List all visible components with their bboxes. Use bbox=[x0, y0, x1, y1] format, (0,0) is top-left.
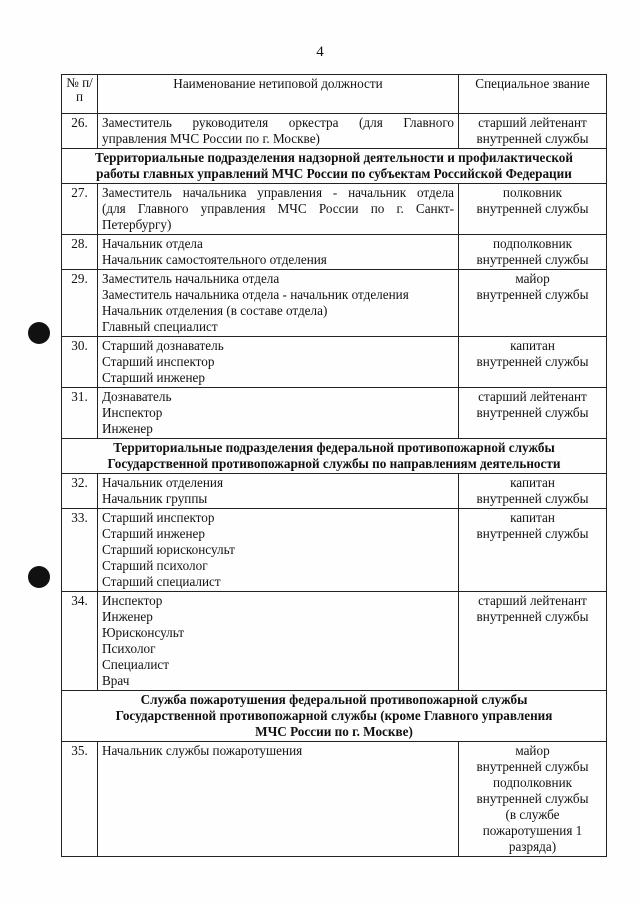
rank-cell: майор внутренней службы подполковник внутренней службы (в службе пожаротушения 1 разряда) bbox=[459, 742, 607, 857]
position-cell: Заместитель руководителя оркестра (для Главного управления МЧС России по г. Москве) bbox=[98, 114, 459, 149]
table-row bbox=[62, 474, 607, 509]
rank-cell: полковник внутренней службы bbox=[459, 184, 607, 235]
position-cell: Дознаватель Инспектор Инженер bbox=[98, 388, 459, 439]
section-heading-row bbox=[62, 439, 607, 474]
table-row bbox=[62, 337, 607, 388]
section-heading: Территориальные подразделения надзорной деятельности и профилактической работы главных управлений МЧС России по субъектам Российской Федерации bbox=[62, 149, 607, 184]
section-heading-row bbox=[62, 149, 607, 184]
table-row bbox=[62, 184, 607, 235]
row-number: 33. bbox=[62, 509, 98, 592]
header-position: Наименование нетиповой должности bbox=[98, 75, 459, 114]
page-number: 4 bbox=[316, 44, 324, 60]
rank-cell: майор внутренней службы bbox=[459, 270, 607, 337]
position-cell: Инспектор Инженер Юрисконсульт Психолог Специалист Врач bbox=[98, 592, 459, 691]
position-cell: Начальник отдела Начальник самостоятельного отделения bbox=[98, 235, 459, 270]
punch-hole-mark bbox=[28, 566, 50, 588]
row-number: 27. bbox=[62, 184, 98, 235]
position-cell: Старший дознаватель Старший инспектор Старший инженер bbox=[98, 337, 459, 388]
table-row bbox=[62, 592, 607, 691]
table-row bbox=[62, 388, 607, 439]
position-cell: Заместитель начальника управления - начальник отдела (для Главного управления МЧС России по г. Санкт- Петербургу) bbox=[98, 184, 459, 235]
table-row bbox=[62, 235, 607, 270]
rank-cell: капитан внутренней службы bbox=[459, 337, 607, 388]
row-number: 31. bbox=[62, 388, 98, 439]
row-number: 29. bbox=[62, 270, 98, 337]
row-number: 34. bbox=[62, 592, 98, 691]
section-heading: Служба пожаротушения федеральной противопожарной службы Государственной противопожарной службы (кроме Главного управления МЧС России по г. Москве) bbox=[62, 691, 607, 742]
header-rank: Специальное звание bbox=[459, 75, 607, 114]
table-row bbox=[62, 509, 607, 592]
punch-hole-mark bbox=[28, 322, 50, 344]
section-heading-row bbox=[62, 691, 607, 742]
position-cell: Заместитель начальника отдела Заместитель начальника отдела - начальник отделения Начальник отделения (в составе отдела) Главный специалист bbox=[98, 270, 459, 337]
row-number: 30. bbox=[62, 337, 98, 388]
section-heading: Территориальные подразделения федеральной противопожарной службы Государственной противопожарной службы по направлениям деятельности bbox=[62, 439, 607, 474]
row-number: 26. bbox=[62, 114, 98, 149]
rank-cell: старший лейтенант внутренней службы bbox=[459, 388, 607, 439]
table-row bbox=[62, 114, 607, 149]
rank-cell: капитан внутренней службы bbox=[459, 474, 607, 509]
rank-cell: подполковник внутренней службы bbox=[459, 235, 607, 270]
rank-cell: старший лейтенант внутренней службы bbox=[459, 592, 607, 691]
rank-cell: капитан внутренней службы bbox=[459, 509, 607, 592]
table-row bbox=[62, 270, 607, 337]
row-number: 35. bbox=[62, 742, 98, 857]
table-row bbox=[62, 742, 607, 857]
table-header-row bbox=[62, 75, 607, 114]
row-number: 28. bbox=[62, 235, 98, 270]
rank-cell: старший лейтенант внутренней службы bbox=[459, 114, 607, 149]
position-cell: Начальник службы пожаротушения bbox=[98, 742, 459, 857]
position-cell: Начальник отделения Начальник группы bbox=[98, 474, 459, 509]
position-cell: Старший инспектор Старший инженер Старший юрисконсульт Старший психолог Старший специалист bbox=[98, 509, 459, 592]
header-number: № п/п bbox=[62, 75, 98, 114]
row-number: 32. bbox=[62, 474, 98, 509]
positions-table bbox=[61, 74, 607, 857]
